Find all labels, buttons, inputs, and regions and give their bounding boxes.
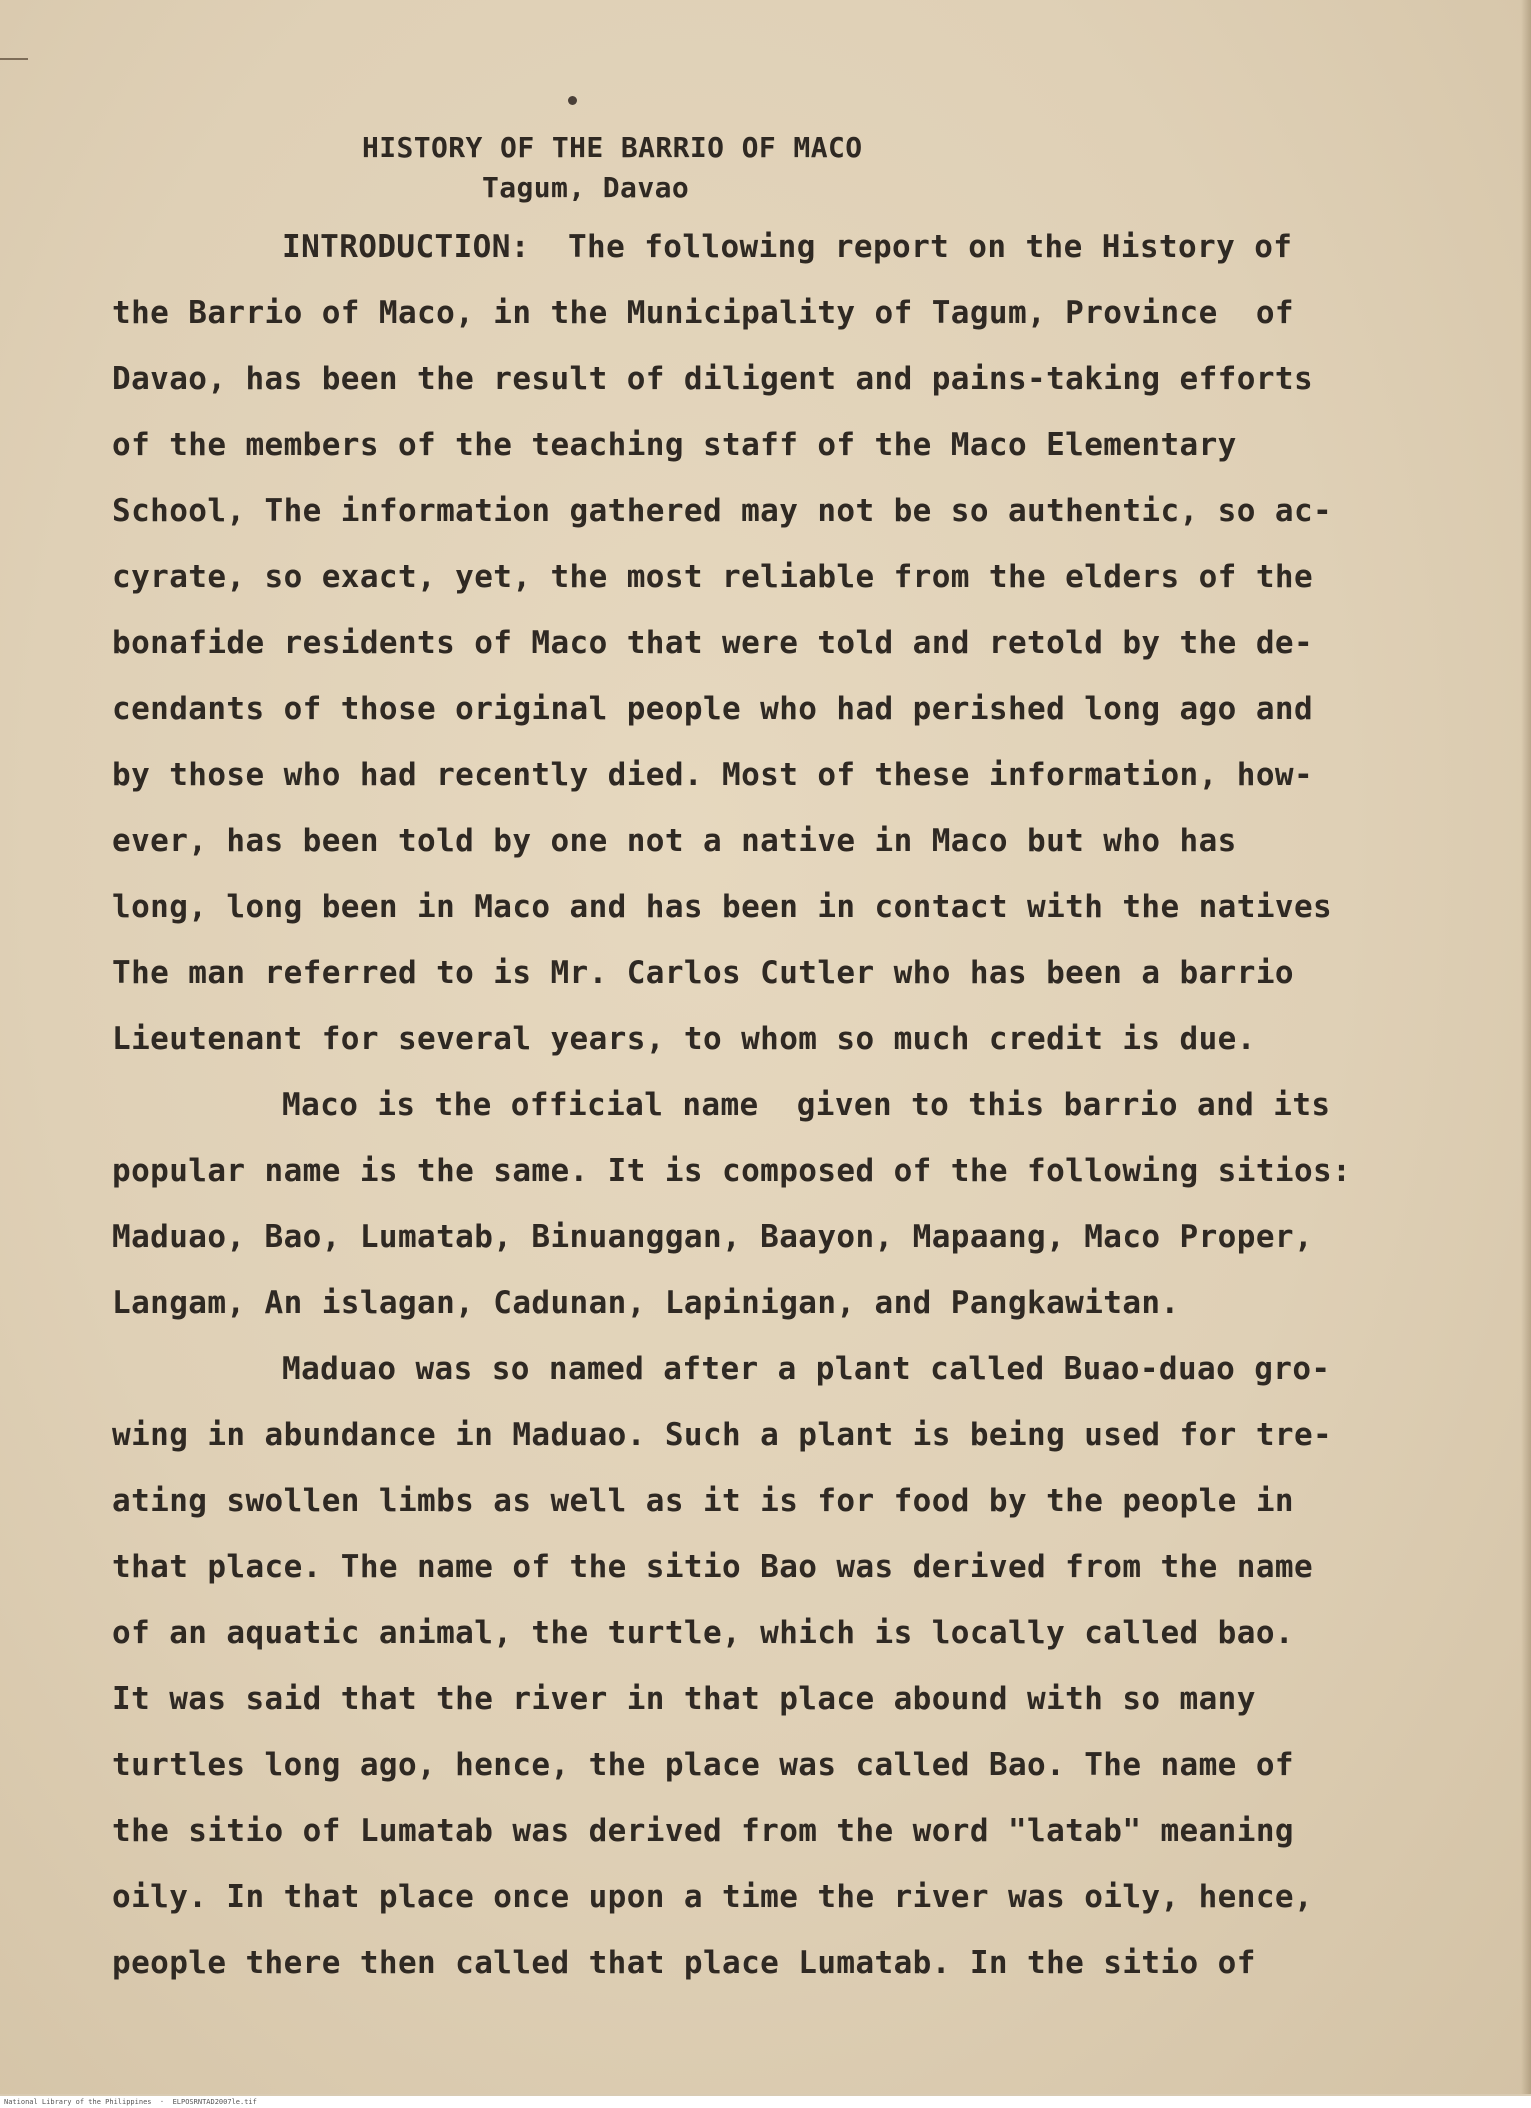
scan-footer: National Library of the Philippines · ELPOSRNTAD2007le.tif <box>0 2096 1531 2108</box>
paragraph-introduction <box>112 214 1382 1072</box>
text-line: cyrate, so exact, yet, the most reliable from the elders of the <box>112 559 1314 595</box>
text-line: that place. The name of the sitio Bao was derived from the name <box>112 1549 1314 1585</box>
paragraph-official-name <box>112 1072 1382 1336</box>
text-line: the sitio of Lumatab was derived from the word "latab" meaning <box>112 1813 1294 1849</box>
text-line: Lieutenant for several years, to whom so much credit is due. <box>112 1021 1256 1057</box>
text-line: ever, has been told by one not a native in Maco but who has <box>112 823 1237 859</box>
text-line: Davao, has been the result of diligent and pains-taking efforts <box>112 361 1314 397</box>
text-line: Maduao was so named after a plant called Buao-duao gro- <box>282 1351 1331 1387</box>
text-line: cendants of those original people who had perished long ago and <box>112 691 1314 727</box>
text-line: of an aquatic animal, the turtle, which is locally called bao. <box>112 1615 1294 1651</box>
document-text <box>112 128 1382 1996</box>
text-line: turtles long ago, hence, the place was called Bao. The name of <box>112 1747 1294 1783</box>
text-line: School, The information gathered may not be so authentic, so ac- <box>112 493 1333 529</box>
text-line: by those who had recently died. Most of these information, how- <box>112 757 1314 793</box>
text-line: wing in abundance in Maduao. Such a plant is being used for tre- <box>112 1417 1333 1453</box>
text-line: the Barrio of Maco, in the Municipality of Tagum, Province of <box>112 295 1294 331</box>
paragraph-sitio-names <box>112 1336 1382 1996</box>
document-subtitle: Tagum, Davao <box>482 171 690 204</box>
text-line: Maco is the official name given to this barrio and its <box>282 1087 1331 1123</box>
text-line: long, long been in Maco and has been in contact with the natives <box>112 889 1333 925</box>
text-line: Maduao, Bao, Lumatab, Binuanggan, Baayon, Mapaang, Maco Proper, <box>112 1219 1314 1255</box>
text-line: of the members of the teaching staff of the Maco Elementary <box>112 427 1237 463</box>
text-line: It was said that the river in that place abound with so many <box>112 1681 1256 1717</box>
document-title: HISTORY OF THE BARRIO OF MACO <box>362 131 863 164</box>
text-line: ating swollen limbs as well as it is for food by the people in <box>112 1483 1294 1519</box>
text-line: The man referred to is Mr. Carlos Cutler who has been a barrio <box>112 955 1294 991</box>
text-line: people there then called that place Lumatab. In the sitio of <box>112 1945 1256 1981</box>
text-line: INTRODUCTION: The following report on the History of <box>282 229 1293 265</box>
ink-dot <box>568 96 577 105</box>
text-line: bonafide residents of Maco that were told and retold by the de- <box>112 625 1314 661</box>
text-line: popular name is the same. It is composed of the following sitios: <box>112 1153 1352 1189</box>
page-edge-mark <box>0 58 28 60</box>
text-line: oily. In that place once upon a time the river was oily, hence, <box>112 1879 1314 1915</box>
text-line: Langam, An islagan, Cadunan, Lapinigan, and Pangkawitan. <box>112 1285 1180 1321</box>
